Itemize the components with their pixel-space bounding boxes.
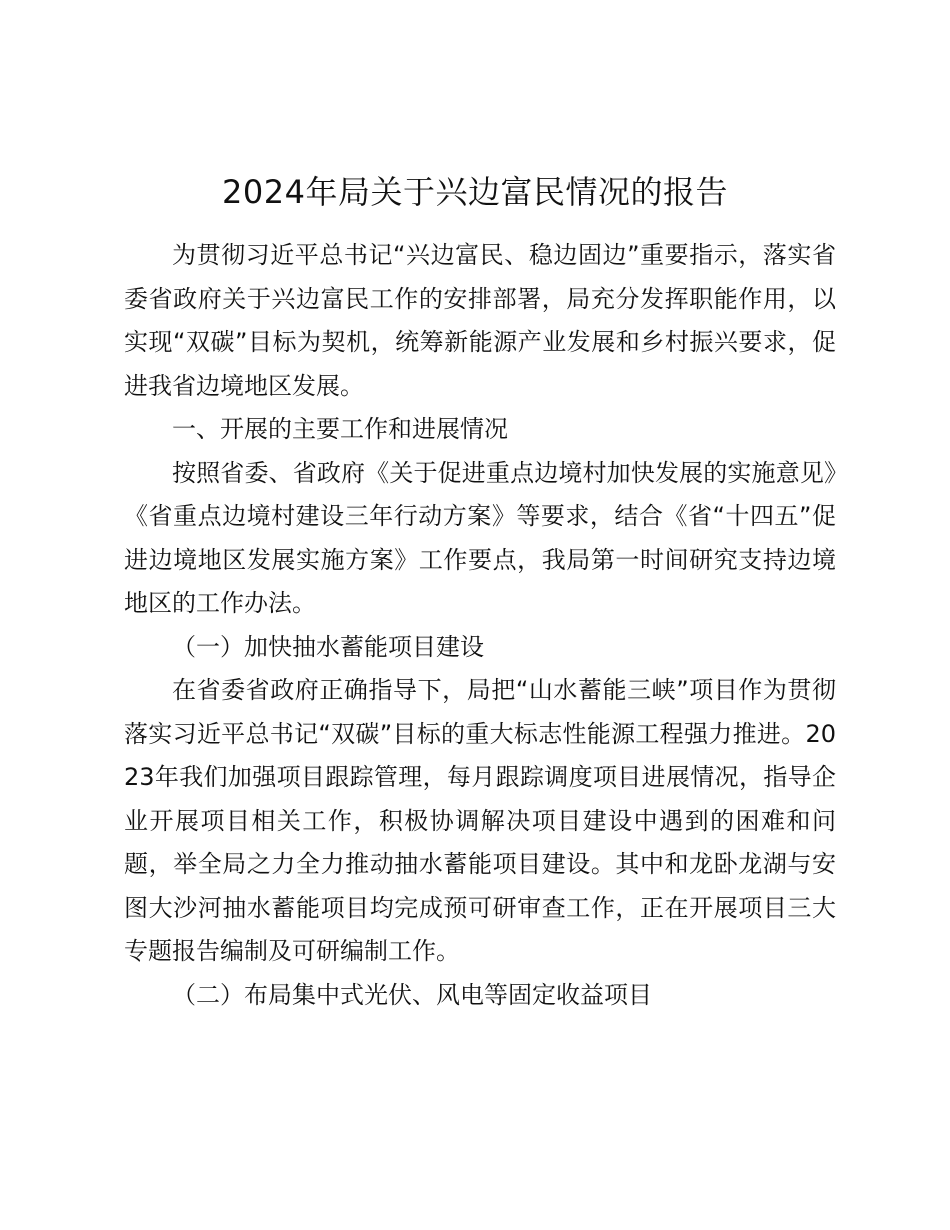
subsection-heading-2: （二）布局集中式光伏、风电等固定收益项目 xyxy=(172,980,652,1009)
document-body xyxy=(124,234,836,1017)
document-title: 2024年局关于兴边富民情况的报告 xyxy=(222,173,728,211)
subsection-1-paragraph: 在省委省政府正确指导下，局把“山水蓄能三峡”项目作为贯彻落实习近平总书记“双碳”目标的重大标志性能源工程强力推进。2023年我们加强项目跟踪管理，每月跟踪调度项目进展情况，指导企业开展项目相关工作，积极协调解决项目建设中遇到的困难和问题，举全局之力全力推动抽水蓄能项目建设。其中和龙卧龙湖与安图大沙河抽水蓄能项目均完成预可研审查工作，正在开展项目三大专题报告编制及可研编制工作。 xyxy=(124,676,836,965)
section-heading-1: 一、开展的主要工作和进展情况 xyxy=(172,415,508,443)
subsection-heading-1: （一）加快抽水蓄能项目建设 xyxy=(172,632,484,661)
section-1-paragraph: 按照省委、省政府《关于促进重点边境村加快发展的实施意见》《省重点边境村建设三年行动方案》等要求，结合《省“十四五”促进边境地区发展实施方案》工作要点，我局第一时间研究支持边境地区的工作办法。 xyxy=(124,458,836,617)
intro-paragraph: 为贯彻习近平总书记“兴边富民、稳边固边”重要指示，落实省委省政府关于兴边富民工作的安排部署，局充分发挥职能作用，以实现“双碳”目标为契机，统筹新能源产业发展和乡村振兴要求，促进我省边境地区发展。 xyxy=(124,241,836,400)
